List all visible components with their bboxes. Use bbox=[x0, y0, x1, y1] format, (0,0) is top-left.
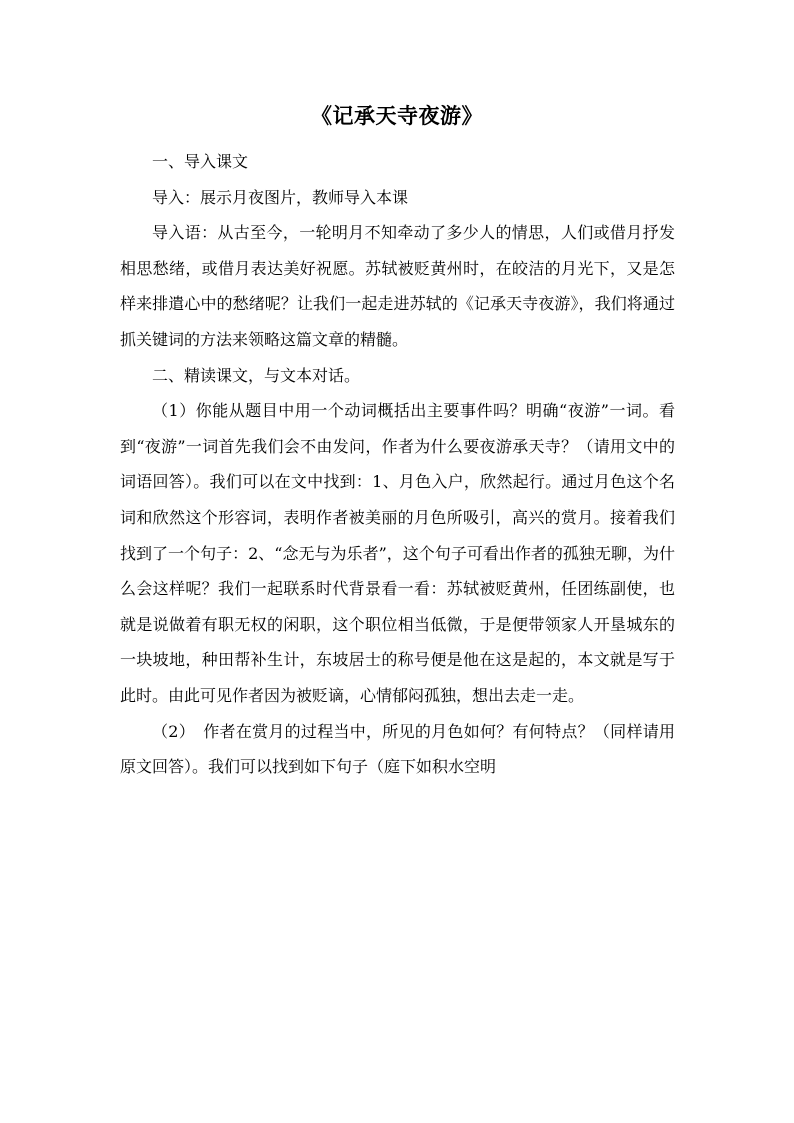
section-heading-intro: 一、导入课文 bbox=[152, 152, 249, 171]
paragraph-question-2: （2） 作者在赏月的过程当中，所见的月色如何？有何特点？（同样请用原文回答）。我们可以找到如下句子（庭下如积水空明 bbox=[120, 721, 675, 777]
section-heading-reading: 二、精读课文，与文本对话。 bbox=[152, 365, 361, 385]
paragraph-intro-method: 导入：展示月夜图片，教师导入本课 bbox=[152, 187, 409, 207]
document-body bbox=[120, 144, 675, 785]
paragraph-intro-speech: 导入语：从古至今，一轮明月不知牵动了多少人的情思，人们或借月抒发相思愁绪，或借月表达美好祝愿。苏轼被贬黄州时，在皎洁的月光下，又是怎样来排遣心中的愁绪呢？让我们一起走进苏轼的《记承天寺夜游》，我们将通过抓关键词的方法来领略这篇文章的精髓。 bbox=[120, 223, 675, 349]
document-title: 《记承天寺夜游》 bbox=[311, 103, 483, 128]
paragraph-question-1: （1）你能从题目中用一个动词概括出主要事件吗？明确“夜游”一词。看到“夜游”一词首先我们会不由发问，作者为什么要夜游承天寺？（请用文中的词语回答）。我们可以在文中找到：1、月色入户，欣然起行。通过月色这个名词和欣然这个形容词，表明作者被美丽的月色所吸引，高兴的赏月。接着我们找到了一个句子：2、“念无与为乐者”，这个句子可看出作者的孤独无聊，为什么会这样呢？我们一起联系时代背景看一看：苏轼被贬黄州，任团练副使，也就是说做着有职无权的闲职，这个职位相当低微，于是便带领家人开垦城东的一块坡地，种田帮补生计，东坡居士的称号便是他在这是起的，本文就是写于此时。由此可见作者因为被贬谪，心情郁闷孤独，想出去走一走。 bbox=[120, 401, 675, 705]
